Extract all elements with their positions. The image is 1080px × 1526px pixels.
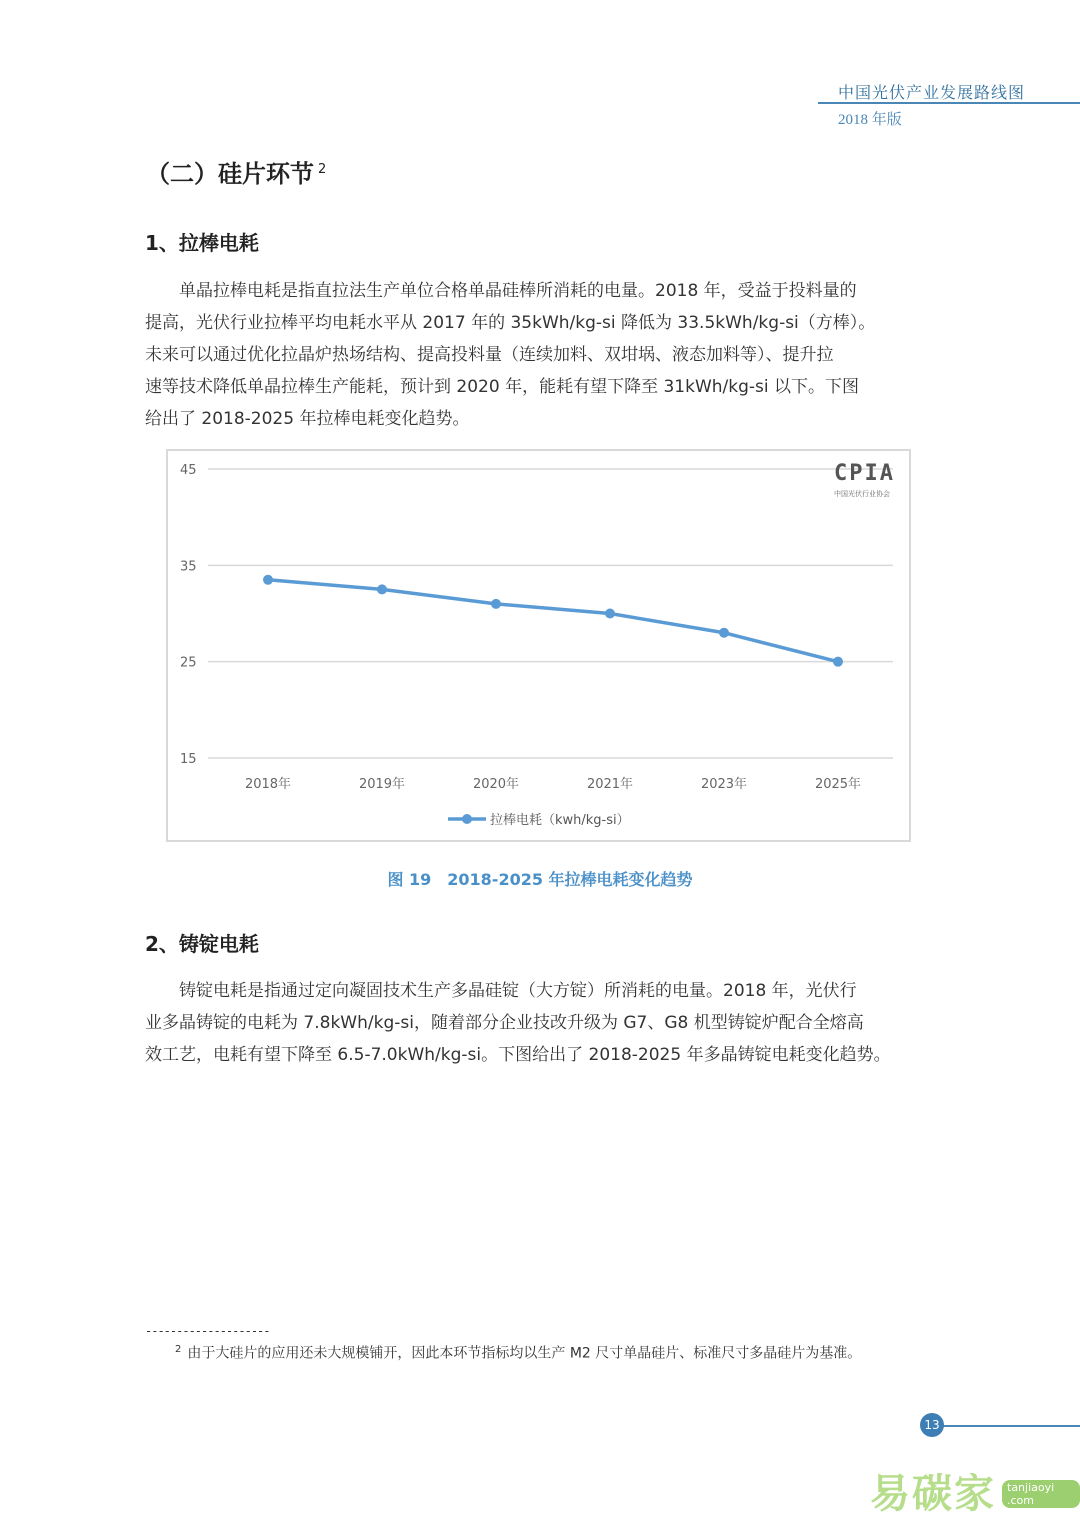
y-tick-label: 45 [180, 463, 197, 478]
paragraph-line: 铸锭电耗是指通过定向凝固技术生产多晶硅锭（大方锭）所消耗的电量。2018 年，光伏行 [179, 981, 857, 1001]
section-title-text: （二）硅片环节 [146, 160, 314, 188]
paragraph-rod-pulling [145, 275, 940, 435]
header-title: 中国光伏产业发展路线图 [838, 83, 1026, 102]
x-tick-label: 2023年 [700, 777, 748, 792]
logo-text: CPIA [834, 461, 895, 486]
legend-marker [462, 814, 472, 824]
figure-caption: 图 19 2018-2025 年拉棒电耗变化趋势 [387, 870, 693, 889]
footnote-rule: -------------------- [145, 1324, 270, 1338]
subheading-ingot-casting: 2、铸锭电耗 [145, 932, 259, 956]
header-edition: 2018 年版 [838, 112, 902, 128]
paragraph-line: 速等技术降低单晶拉棒生产能耗，预计到 2020 年，能耗有望下降至 31kWh/kg-si 以下。下图 [145, 377, 860, 397]
series-line [268, 580, 838, 662]
page-rule [940, 1425, 1080, 1427]
footnote-ref[interactable]: 2 [318, 162, 327, 177]
paragraph-line: 提高，光伏行业拉棒平均电耗水平从 2017 年的 35kWh/kg-si 降低为 33.5kWh/kg-si（方棒）。 [145, 313, 876, 333]
footnote-number: 2 [175, 1344, 182, 1355]
paragraph-line: 效工艺，电耗有望下降至 6.5-7.0kWh/kg-si。下图给出了 2018-2025 年多晶铸锭电耗变化趋势。 [145, 1045, 891, 1065]
x-tick-label: 2021年 [586, 777, 634, 792]
watermark-tag: tanjiaoyi .com [1002, 1480, 1080, 1508]
y-tick-label: 15 [180, 752, 197, 767]
x-tick-label: 2018年 [244, 777, 292, 792]
paragraph-line: 给出了 2018-2025 年拉棒电耗变化趋势。 [145, 409, 470, 429]
subheading-rod-pulling: 1、拉棒电耗 [145, 231, 259, 255]
paragraph-line: 业多晶铸锭的电耗为 7.8kWh/kg-si，随着部分企业技改升级为 G7、G8 机型铸锭炉配合全熔高 [145, 1013, 864, 1033]
paragraph-ingot-casting [145, 975, 940, 1071]
data-point [491, 599, 501, 609]
paragraph-line: 未来可以通过优化拉晶炉热场结构、提高投料量（连续加料、双坩埚、液态加料等）、提升拉 [145, 345, 834, 365]
legend-label: 拉棒电耗（kwh/kg-si） [490, 813, 630, 828]
x-tick-label: 2019年 [358, 777, 406, 792]
cpia-logo [810, 459, 910, 507]
data-point [605, 609, 615, 619]
data-point [263, 575, 273, 585]
page-number: 13 [920, 1413, 944, 1437]
data-point [719, 628, 729, 638]
footnote [145, 1338, 945, 1366]
watermark-logo: 易碳家 [870, 1471, 996, 1517]
y-tick-label: 35 [180, 559, 197, 575]
paragraph-line: 单晶拉棒电耗是指直拉法生产单位合格单晶硅棒所消耗的电量。2018 年，受益于投料量的 [179, 281, 857, 301]
x-tick-label: 2025年 [814, 777, 862, 792]
chart-svg [168, 451, 909, 840]
logo-subtitle: 中国光伏行业协会 [834, 490, 890, 498]
line-chart [166, 449, 911, 842]
data-point [833, 657, 843, 667]
header-rule [818, 102, 1080, 104]
footnote-text: 由于大硅片的应用还未大规模铺开，因此本环节指标均以生产 M2 尺寸单晶硅片、标准尺寸多晶硅片为基准。 [187, 1345, 862, 1362]
data-point [377, 584, 387, 594]
y-tick-label: 25 [180, 655, 197, 671]
section-title [146, 154, 326, 189]
x-tick-label: 2020年 [472, 777, 520, 792]
